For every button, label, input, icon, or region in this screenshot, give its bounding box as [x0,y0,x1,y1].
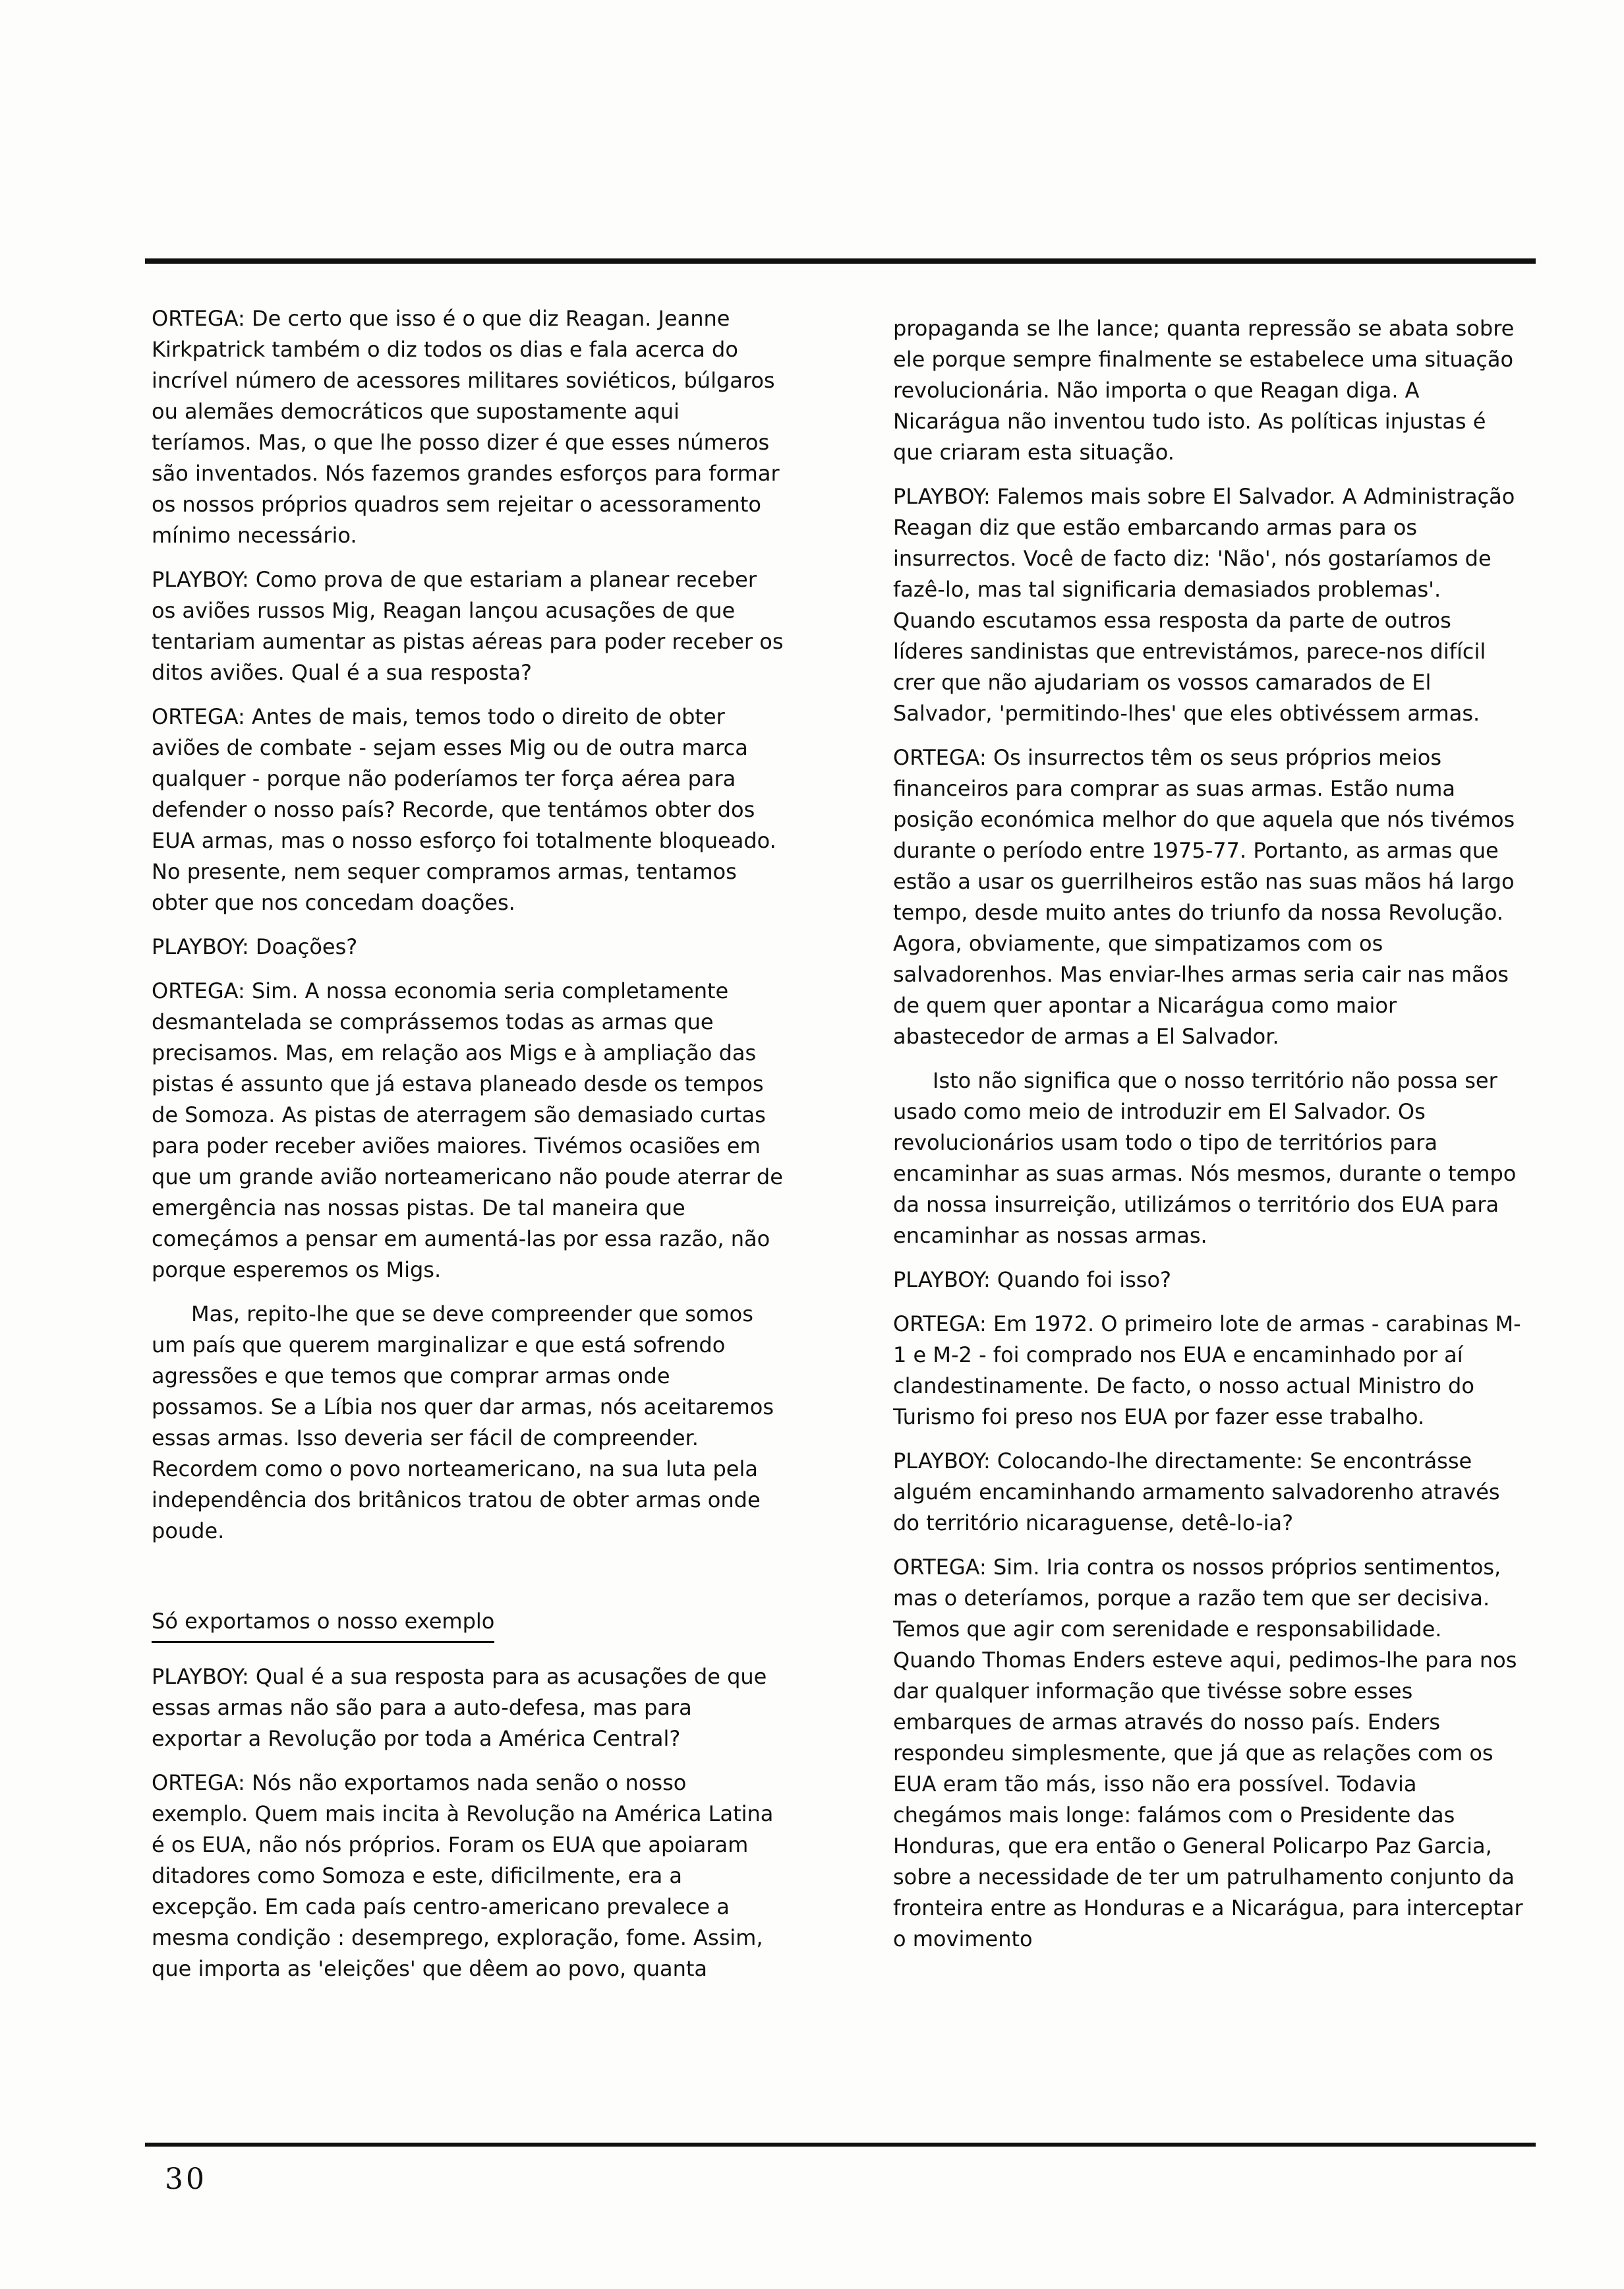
paragraph: PLAYBOY: Falemos mais sobre El Salvador. A Administração Reagan diz que estão embarcando armas para os insurrectos. Você de facto diz: 'Não', nós gostaríamos de fazê-lo, mas tal significaria demasiados problemas'. Quando escutamos essa resposta da parte de outros líderes sandinistas que entrevistámos, parece-nos difícil crer que não ajudariam os vossos camarados de El Salvador, 'permitindo-lhes' que eles obtivéssem armas. [893,484,1515,726]
paragraph: ORTEGA: Sim. Iria contra os nossos próprios sentimentos, mas o deteríamos, porque a razão tem que ser decisiva. Temos que agir com serenidade e responsabilidade. Quando Thomas Enders esteve aqui, pedimos-lhe para nos dar qualquer informação que tivésse sobre esses embarques de armas através do nosso país. Enders respondeu simplesmente, que já que as relações com os EUA eram tão más, isso não era possível. Todavia chegámos mais longe: falámos com o Presidente das Honduras, que era então o General Policarpo Paz Garcia, sobre a necessidade de ter um patrulhamento conjunto da fronteira entre as Honduras e a Nicarágua, para interceptar o movimento [893,1555,1523,1951]
paragraph: ORTEGA: De certo que isso é o que diz Reagan. Jeanne Kirkpatrick também o diz todos os dias e fala acerca do incrível número de acessores militares soviéticos, búlgaros ou alemães democráticos que supostamente aqui teríamos. Mas, o que lhe posso dizer é que esses números são inventados. Nós fazemos grandes esforços para formar os nossos próprios quadros sem rejeitar o acessoramento mínimo necessário. [152,306,780,548]
paragraph: propaganda se lhe lance; quanta repressão se abata sobre ele porque sempre finalmente se estabelece uma situação revolucionária. Não importa o que Reagan diga. A Nicarágua não inventou tudo isto. As políticas injustas é que criaram esta situação. [893,316,1515,465]
bottom-rule [145,2143,1536,2147]
paragraph: PLAYBOY: Como prova de que estariam a planear receber os aviões russos Mig, Reagan lançou acusações de que tentariam aumentar as pistas aéreas para poder receber os ditos aviões. Qual é a sua resposta? [152,567,784,685]
top-rule [145,258,1536,264]
paragraph: ORTEGA: Sim. A nossa economia seria completamente desmantelada se comprássemos todas as armas que precisamos. Mas, em relação aos Migs e à ampliação das pistas é assunto que já estava planeado desde os tempos de Somoza. As pistas de aterragem são demasiado curtas para poder receber aviões maiores. Tivémos ocasiões em que um grande avião norteamericano não poude aterrar de emergência nas nossas pistas. De tal maneira que começámos a pensar em aumentá-las por essa razão, não porque esperemos os Migs. [152,978,783,1282]
right-column [893,313,1526,1968]
paragraph: PLAYBOY: Doações? [152,934,358,959]
paragraph: ORTEGA: Antes de mais, temos todo o direito de obter aviões de combate - sejam esses Mig ou de outra marca qualquer - porque não poderíamos ter força aérea para defender o nosso país? Recorde, que tentámos obter dos EUA armas, mas o nosso esforço foi totalmente bloqueado. No presente, nem sequer compramos armas, tentamos obter que nos concedam doações. [152,704,776,915]
paragraph: Isto não significa que o nosso território não possa ser usado como meio de introduzir em El Salvador. Os revolucionários usam todo o tipo de territórios para encaminhar as suas armas. Nós mesmos, durante o tempo da nossa insurreição, utilizámos o território dos EUA para encaminhar as nossas armas. [893,1068,1517,1248]
left-column [152,303,784,1998]
paragraph: ORTEGA: Em 1972. O primeiro lote de armas - carabinas M-1 e M-2 - foi comprado nos EUA e encaminhado por aí clandestinamente. De facto, o nosso actual Ministro do Turismo foi preso nos EUA por fazer esse trabalho. [893,1311,1521,1429]
page-number: 30 [165,2162,207,2196]
paragraph: ORTEGA: Os insurrectos têm os seus próprios meios financeiros para comprar as suas armas. Estão numa posição económica melhor do que aquela que nós tivémos durante o período entre 1975-77. Portanto, as armas que estão a usar os guerrilheiros estão nas suas mãos há largo tempo, desde muito antes do triunfo da nossa Revolução. Agora, obviamente, que simpatizamos com os salvadorenhos. Mas enviar-lhes armas seria cair nas mãos de quem quer apontar a Nicarágua como maior abastecedor de armas a El Salvador. [893,745,1515,1049]
paragraph: PLAYBOY: Colocando-lhe directamente: Se encontrásse alguém encaminhando armamento salvadorenho através do território nicaraguense, detê-lo-ia? [893,1448,1500,1535]
paragraph: Mas, repito-lhe que se deve compreender que somos um país que querem marginalizar e que está sofrendo agressões e que temos que comprar armas onde possamos. Se a Líbia nos quer dar armas, nós aceitaremos essas armas. Isso deveria ser fácil de compreender. Recordem como o povo norteamericano, na sua luta pela independência dos britânicos tratou de obter armas onde poude. [152,1301,774,1543]
paragraph: PLAYBOY: Qual é a sua resposta para as acusações de que essas armas não são para a auto-defesa, mas para exportar a Revolução por toda a América Central? [152,1664,767,1751]
section-heading: Só exportamos o nosso exemplo [152,1606,494,1643]
paragraph: ORTEGA: Nós não exportamos nada senão o nosso exemplo. Quem mais incita à Revolução na América Latina é os EUA, não nós próprios. Foram os EUA que apoiaram ditadores como Somoza e este, dificilmente, era a excepção. Em cada país centro-americano prevalece a mesma condição : desemprego, exploração, fome. Assim, que importa as 'eleições' que dêem ao povo, quanta [152,1770,774,1981]
paragraph: PLAYBOY: Quando foi isso? [893,1267,1172,1292]
